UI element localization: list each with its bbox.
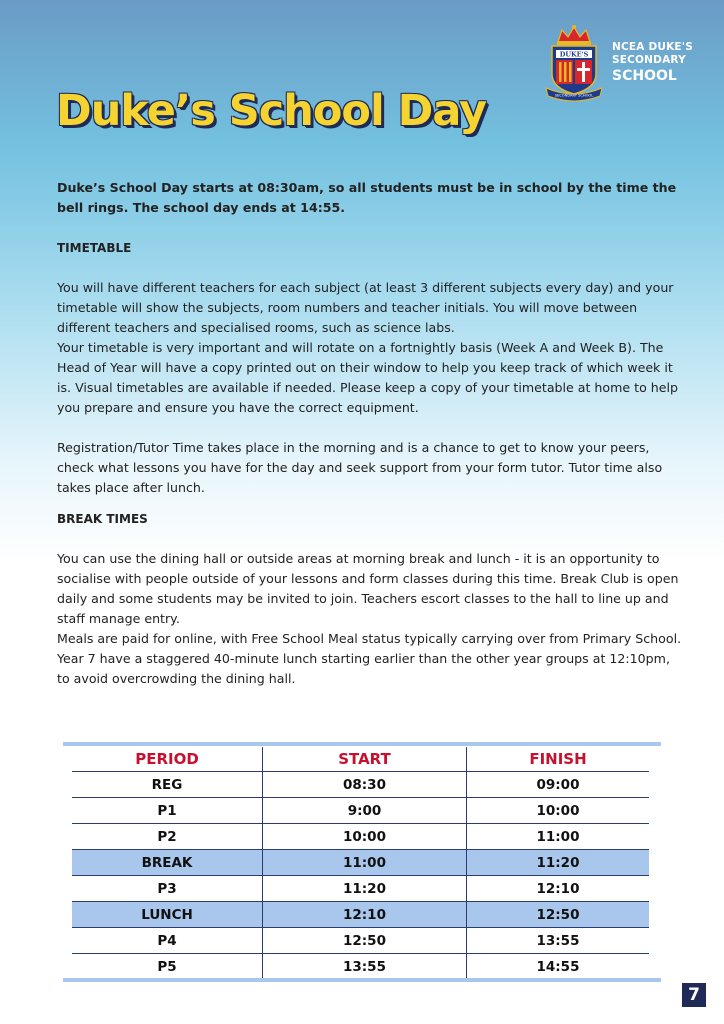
- timetable-table: [72, 747, 649, 979]
- header-start: START: [263, 747, 467, 772]
- school-name-line1: NCEA DUKE'S: [612, 41, 693, 53]
- start-cell: 11:20: [263, 876, 467, 902]
- period-cell: P4: [72, 928, 263, 954]
- start-cell: 08:30: [263, 772, 467, 798]
- timetable-paragraph-1: You will have different teachers for each subject (at least 3 different subjects every day) and your timetable will show the subjects, room numbers and teacher initials. You will move between different teachers and specialised rooms, such as science labs.: [57, 280, 674, 335]
- period-cell: P3: [72, 876, 263, 902]
- finish-cell: 09:00: [467, 772, 650, 798]
- header-period: PERIOD: [72, 747, 263, 772]
- page-title: Duke’s School Day: [56, 86, 487, 136]
- table-row-break: [72, 850, 649, 876]
- school-name-line2: SECONDARY: [612, 54, 686, 66]
- start-cell: 9:00: [263, 798, 467, 824]
- intro-paragraph: Duke’s School Day starts at 08:30am, so all students must be in school by the time the bell rings. The school day ends at 14:55.: [57, 180, 677, 215]
- finish-cell: 12:10: [467, 876, 650, 902]
- crest-ribbon-text: SECONDARY SCHOOL: [554, 93, 594, 98]
- page-number: 7: [682, 983, 706, 1007]
- period-cell: P1: [72, 798, 263, 824]
- start-cell: 12:10: [263, 902, 467, 928]
- period-cell: P5: [72, 954, 263, 980]
- school-name-line3: SCHOOL: [612, 68, 677, 84]
- start-cell: 11:00: [263, 850, 467, 876]
- timetable-paragraph-2: Your timetable is very important and will rotate on a fortnightly basis (Week A and Week B). The Head of Year will have a copy printed out on their window to help you keep track of which week it is. Visual timetables are available if needed. Please keep a copy of your timetable at home to help you prepare and ensure you have the correct equipment.: [57, 340, 679, 415]
- finish-cell: 11:20: [467, 850, 650, 876]
- header-finish: FINISH: [467, 747, 650, 772]
- break-paragraph-1: You can use the dining hall or outside areas at morning break and lunch - it is an opportunity to socialise with people outside of your lessons and form classes during this time. Break Club is open daily and some students may be invited to join. Teachers escort classes to the hall to line up and staff manage entry.: [57, 551, 679, 626]
- period-cell: REG: [72, 772, 263, 798]
- period-cell: P2: [72, 824, 263, 850]
- table-row: [72, 798, 649, 824]
- table-row: [72, 824, 649, 850]
- start-cell: 12:50: [263, 928, 467, 954]
- timetable-heading: TIMETABLE: [57, 241, 132, 255]
- table-row: [72, 928, 649, 954]
- table-row: [72, 772, 649, 798]
- crown-icon: [557, 25, 591, 45]
- body-content: [57, 178, 683, 689]
- table-row: [72, 876, 649, 902]
- school-crest-logo: [540, 24, 608, 102]
- table-header-row: [72, 747, 649, 772]
- period-cell: BREAK: [72, 850, 263, 876]
- finish-cell: 10:00: [467, 798, 650, 824]
- timetable-paragraph-3: Registration/Tutor Time takes place in the morning and is a chance to get to know your peers, check what lessons you have for the day and seek support from your form tutor. Tutor time also takes place after lunch.: [57, 440, 663, 495]
- school-name: [612, 41, 693, 85]
- table-top-rule: [63, 742, 661, 746]
- finish-cell: 12:50: [467, 902, 650, 928]
- start-cell: 13:55: [263, 954, 467, 980]
- break-times-heading: BREAK TIMES: [57, 512, 148, 526]
- period-cell: LUNCH: [72, 902, 263, 928]
- finish-cell: 14:55: [467, 954, 650, 980]
- table-row-lunch: [72, 902, 649, 928]
- crest-text: DUKE'S: [559, 50, 589, 59]
- table-row: [72, 954, 649, 980]
- start-cell: 10:00: [263, 824, 467, 850]
- finish-cell: 13:55: [467, 928, 650, 954]
- finish-cell: 11:00: [467, 824, 650, 850]
- break-paragraph-2: Meals are paid for online, with Free School Meal status typically carrying over from Primary School. Year 7 have a staggered 40-minute lunch starting earlier than the other year groups at 12:10pm, to avoid overcrowding the dining hall.: [57, 631, 682, 686]
- table-bottom-rule: [63, 978, 661, 982]
